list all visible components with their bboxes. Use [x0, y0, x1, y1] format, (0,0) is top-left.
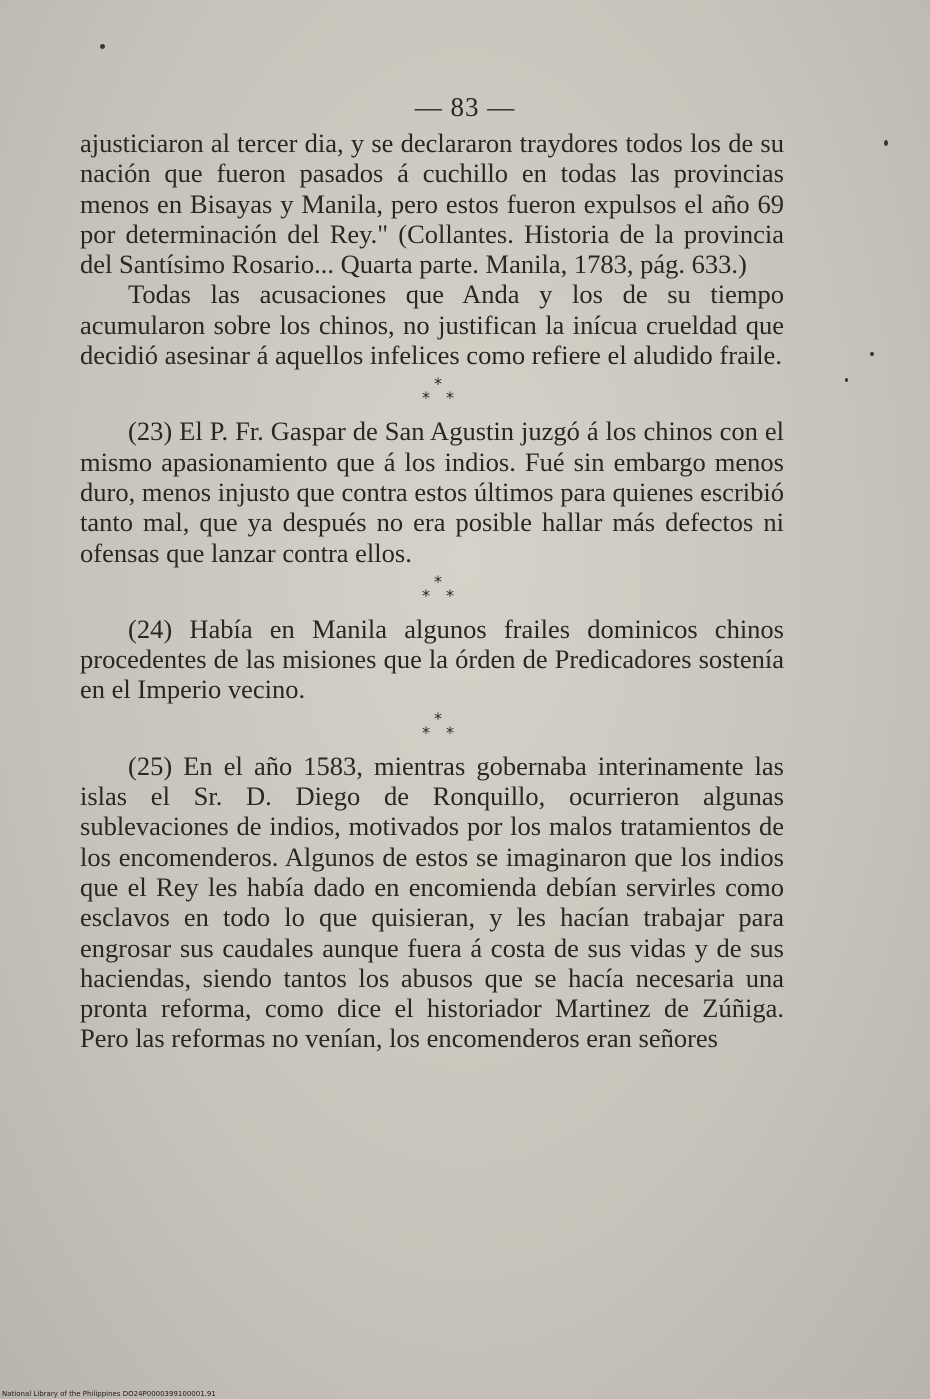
paragraph: Todas las acusaciones que Anda y los de su tiempo acumularon sobre los chinos, no justifican la inícua crueldad que decidió asesinar á aquellos infelices como refiere el aludido fraile. [80, 279, 784, 371]
page-number: — 83 — [414, 92, 516, 122]
asterisk: * [422, 722, 430, 742]
footnote-24: (24) Había en Manila algunos frailes dominicos chinos procedentes de las misiones que la órden de Predicadores sostenía en el Imperio vecino. [80, 613, 784, 705]
asterisk: * [434, 374, 442, 394]
footnote-23: (23) El P. Fr. Gaspar de San Agustin juzgó á los chinos con el mismo apasionamiento que á los indios. Fué sin embargo menos duro, menos injusto que contra estos últimos para quienes escribió tanto mal, que ya después no era posible hallar más defectos ni ofensas que lanzar contra ellos. [80, 416, 784, 568]
asterisk: * [446, 722, 454, 742]
library-footer: National Library of the Philippines DO24P0000399100001.91 [2, 1390, 216, 1398]
paragraph-continuation: ajusticiaron al tercer dia, y se declararon traydores todos los de su nación que fueron pasados á cuchillo en todas las provincias menos en Bisayas y Manila, pero estos fueron expulsos el año 69 por determinación del Rey." (Collantes. Historia de la provincia del Santísimo Rosario... Quarta parte. Manila, 1783, pág. 633.) [80, 128, 784, 280]
body-text [80, 128, 784, 1054]
ink-speck [845, 378, 848, 382]
asterisk: * [446, 585, 454, 605]
ink-speck [100, 44, 105, 49]
section-separator [412, 568, 472, 614]
section-separator [412, 370, 472, 416]
asterisk: * [434, 571, 442, 591]
asterisk: * [446, 388, 454, 408]
asterisk: * [422, 585, 430, 605]
footnote-25: (25) En el año 1583, mientras gobernaba interinamente las islas el Sr. D. Diego de Ronquillo, ocurrieron algunas sublevaciones de indios, motivados por los malos tratamientos de los encomenderos. Algunos de estos se imaginaron que los indios que el Rey les había dado en encomienda debían servirles como esclavos en todo lo que quisieran, y les hacían trabajar para engrosar sus caudales aunque fuera á costa de sus vidas y de sus haciendas, siendo tantos los abusos que se hacía necesaria una pronta reforma, como dice el historiador Martinez de Zúñiga. Pero las reformas no venían, los encomenderos eran señores [80, 750, 784, 1054]
asterisk: * [422, 388, 430, 408]
asterisk: * [434, 708, 442, 728]
section-separator [412, 705, 472, 751]
ink-speck [884, 140, 888, 146]
ink-speck [870, 352, 874, 356]
